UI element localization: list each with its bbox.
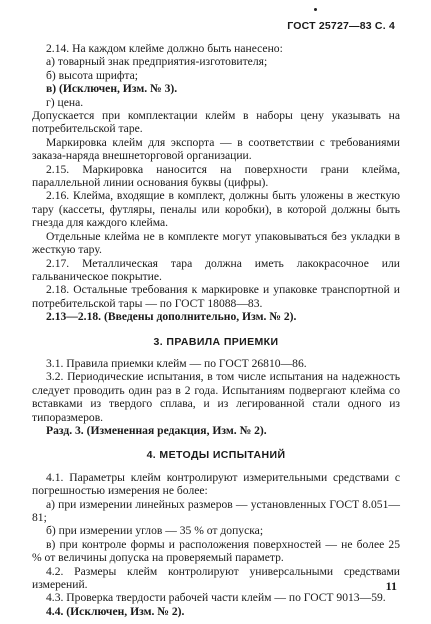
item-4-1-b: б) при измерении углов — 35 % от допуска; <box>46 524 264 538</box>
clause-2-15: 2.15. Маркировка наносится на поверхности грани клейма, параллельной линии основания буквы (цифры). <box>32 162 400 190</box>
clause-3-2: 3.2. Периодические испытания, в том числе испытания на надежность следует проводить один раз в 2 года. Испытаниям подвергают клейма со вставками из твердого сплава, и из легированной стали одного из типоразмеров. <box>32 370 400 424</box>
item-4-1-a: а) при измерении линейных размеров — установленных ГОСТ 8.051—81; <box>32 497 400 524</box>
paragraph-single-stamps: Отдельные клейма не в комплекте могут упаковываться без укладки в жесткую тару. <box>32 229 400 257</box>
clause-2-17: 2.17. Металлическая тара должна иметь лакокрасочное или гальваническое покрытие. <box>32 256 400 283</box>
paragraph-price: Допускается при комплектации клейм в наборы цену указывать на потребительской таре. <box>32 109 400 136</box>
section-4-heading: 4. МЕТОДЫ ИСПЫТАНИЙ <box>146 449 286 462</box>
amendment-note-2: 2.13—2.18. (Введены дополнительно, Изм. № 2). <box>46 310 297 324</box>
item-g: г) цена. <box>46 95 84 109</box>
item-b: б) высота шрифта; <box>46 68 138 82</box>
clause-4-3: 4.3. Проверка твердости рабочей части клейм — по ГОСТ 9013—59. <box>46 591 386 605</box>
clause-4-2: 4.2. Размеры клейм контролируют универсальными средствами измерений. <box>32 564 400 592</box>
item-a: а) товарный знак предприятия-изготовителя; <box>46 55 268 69</box>
document-body <box>32 42 400 618</box>
speck-mark <box>314 8 317 11</box>
page-number: 11 <box>385 579 397 593</box>
section-3-heading: 3. ПРАВИЛА ПРИЕМКИ <box>153 335 279 348</box>
amendment-note-section-3: Разд. 3. (Измененная редакция, Изм. № 2). <box>46 423 267 437</box>
clause-4-4: 4.4. (Исключен, Изм. № 2). <box>46 604 185 618</box>
page-header: ГОСТ 25727—83 С. 4 <box>287 20 395 32</box>
clause-2-14: 2.14. На каждом клейме должно быть нанесено: <box>46 42 283 55</box>
clause-3-1: 3.1. Правила приемки клейм — по ГОСТ 26810—86. <box>46 356 307 370</box>
item-v-excluded: в) (Исключен, Изм. № 3). <box>46 82 178 96</box>
clause-2-18: 2.18. Остальные требования к маркировке и упаковке транспортной и потребительской тары — по ГОСТ 18088—83. <box>32 283 400 310</box>
paragraph-export: Маркировка клейм для экспорта — в соответствии с требованиями заказа-наряда внешнеторговой организации. <box>32 135 400 163</box>
clause-2-16: 2.16. Клейма, входящие в комплект, должны быть уложены в жесткую тару (кассеты, футляры, пеналы или коробки), в которой должны быть гнезда для каждого клейма. <box>32 189 400 230</box>
item-4-1-v: в) при контроле формы и расположения поверхностей — не более 25 % от величины допуска на проверяемый параметр. <box>32 537 400 565</box>
clause-4-1: 4.1. Параметры клейм контролируют измерительными средствами с погрешностью измерения не более: <box>32 470 400 498</box>
